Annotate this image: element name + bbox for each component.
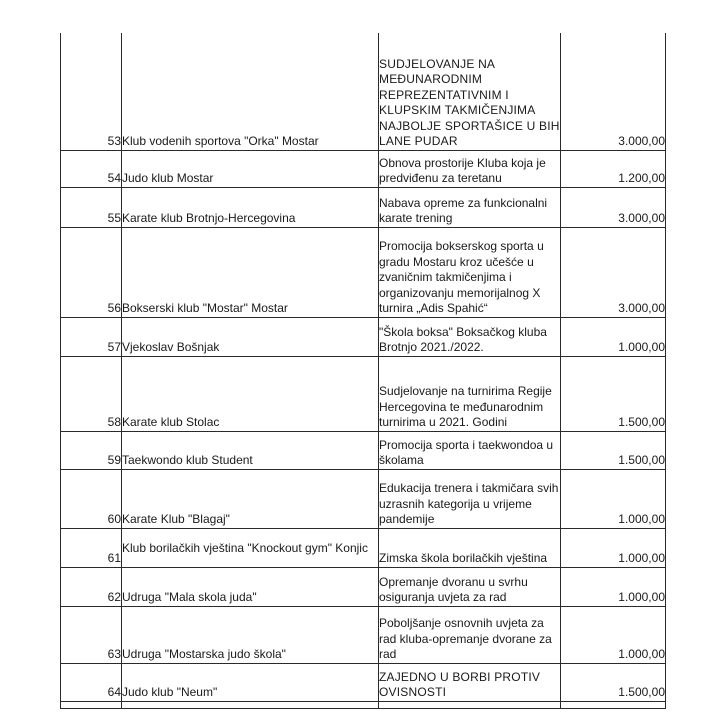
row-number: 56 bbox=[61, 227, 122, 317]
applicant-name: Taekwondo klub Student bbox=[122, 431, 379, 469]
row-number: 58 bbox=[61, 356, 122, 431]
project-purpose: SUDJELOVANJE NA MEĐUNARODNIM REPREZENTATIVNIM I KLUPSKIM TAKMIČENJIMA NAJBOLJE SPORTAŠICE U BIH LANE PUDAR bbox=[379, 33, 561, 150]
applicant-name: Judo klub "Neum" bbox=[122, 663, 379, 701]
table-row bbox=[61, 567, 666, 606]
row-number: 60 bbox=[61, 469, 122, 528]
row-number: 64 bbox=[61, 663, 122, 701]
applicant-name: Klub borilačkih vještina "Knockout gym" Konjic bbox=[122, 528, 379, 567]
approved-amount: 1.000,00 bbox=[561, 317, 666, 356]
applicant-name: Bokserski klub "Mostar" Mostar bbox=[122, 227, 379, 317]
row-number: 53 bbox=[61, 33, 122, 150]
row-number-cell bbox=[61, 701, 122, 708]
applicant-name: Vjekoslav Bošnjak bbox=[122, 317, 379, 356]
approved-amount-cell bbox=[561, 701, 666, 708]
project-purpose: "Škola boksa" Boksačkog kluba Brotnjo 2021./2022. bbox=[379, 317, 561, 356]
project-purpose: Nabava opreme za funkcionalni karate trening bbox=[379, 187, 561, 227]
project-purpose: Promocija sporta i taekwondoa u školama bbox=[379, 431, 561, 469]
table-row bbox=[61, 431, 666, 469]
table-row bbox=[61, 606, 666, 663]
applicant-name: Karate klub Brotnjo-Hercegovina bbox=[122, 187, 379, 227]
row-number: 59 bbox=[61, 431, 122, 469]
row-number: 57 bbox=[61, 317, 122, 356]
project-purpose: Obnova prostorije Kluba koja je predviđenu za teretanu bbox=[379, 150, 561, 187]
approved-amount: 3.000,00 bbox=[561, 187, 666, 227]
applicant-name: Klub vodenih sportova "Orka" Mostar bbox=[122, 33, 379, 150]
table-row bbox=[61, 469, 666, 528]
project-purpose: Promocija bokserskog sporta u gradu Mostaru kroz učešće u zvaničnim takmičenjima i organizovanju memorijalnog X turnira „Adis Spahić“ bbox=[379, 227, 561, 317]
project-purpose: Opremanje dvoranu u svrhu osiguranja uvjeta za rad bbox=[379, 567, 561, 606]
table-row bbox=[61, 187, 666, 227]
applicant-name: Judo klub Mostar bbox=[122, 150, 379, 187]
grant-allocation-table bbox=[60, 33, 666, 709]
project-purpose: Poboljšanje osnovnih uvjeta za rad kluba-opremanje dvorane za rad bbox=[379, 606, 561, 663]
applicant-name: Udruga "Mala skola juda" bbox=[122, 567, 379, 606]
row-number: 61 bbox=[61, 528, 122, 567]
applicant-name: Karate klub Stolac bbox=[122, 356, 379, 431]
row-number: 62 bbox=[61, 567, 122, 606]
approved-amount: 3.000,00 bbox=[561, 33, 666, 150]
table-row bbox=[61, 33, 666, 150]
project-purpose: ZAJEDNO U BORBI PROTIV OVISNOSTI bbox=[379, 663, 561, 701]
approved-amount: 1.500,00 bbox=[561, 663, 666, 701]
approved-amount: 1.000,00 bbox=[561, 528, 666, 567]
approved-amount: 1.200,00 bbox=[561, 150, 666, 187]
row-number: 63 bbox=[61, 606, 122, 663]
approved-amount: 1.500,00 bbox=[561, 356, 666, 431]
table-row bbox=[61, 528, 666, 567]
project-purpose: Edukacija trenera i takmičara svih uzrasnih kategorija u vrijeme pandemije bbox=[379, 469, 561, 528]
applicant-name-cell bbox=[122, 701, 379, 708]
project-purpose: Zimska škola borilačkih vještina bbox=[379, 528, 561, 567]
row-number: 55 bbox=[61, 187, 122, 227]
approved-amount: 1.000,00 bbox=[561, 567, 666, 606]
project-purpose: Sudjelovanje na turnirima Regije Hercegovina te međunarodnim turnirima u 2021. Godini bbox=[379, 356, 561, 431]
table-row bbox=[61, 356, 666, 431]
applicant-name: Udruga "Mostarska judo škola" bbox=[122, 606, 379, 663]
table-row bbox=[61, 227, 666, 317]
approved-amount: 1.000,00 bbox=[561, 469, 666, 528]
table-row bbox=[61, 150, 666, 187]
project-purpose-cell bbox=[379, 701, 561, 708]
approved-amount: 3.000,00 bbox=[561, 227, 666, 317]
row-number: 54 bbox=[61, 150, 122, 187]
table-row bbox=[61, 317, 666, 356]
table-row bbox=[61, 663, 666, 701]
table-row-partial bbox=[61, 701, 666, 708]
approved-amount: 1.000,00 bbox=[561, 606, 666, 663]
approved-amount: 1.500,00 bbox=[561, 431, 666, 469]
applicant-name: Karate Klub "Blagaj" bbox=[122, 469, 379, 528]
